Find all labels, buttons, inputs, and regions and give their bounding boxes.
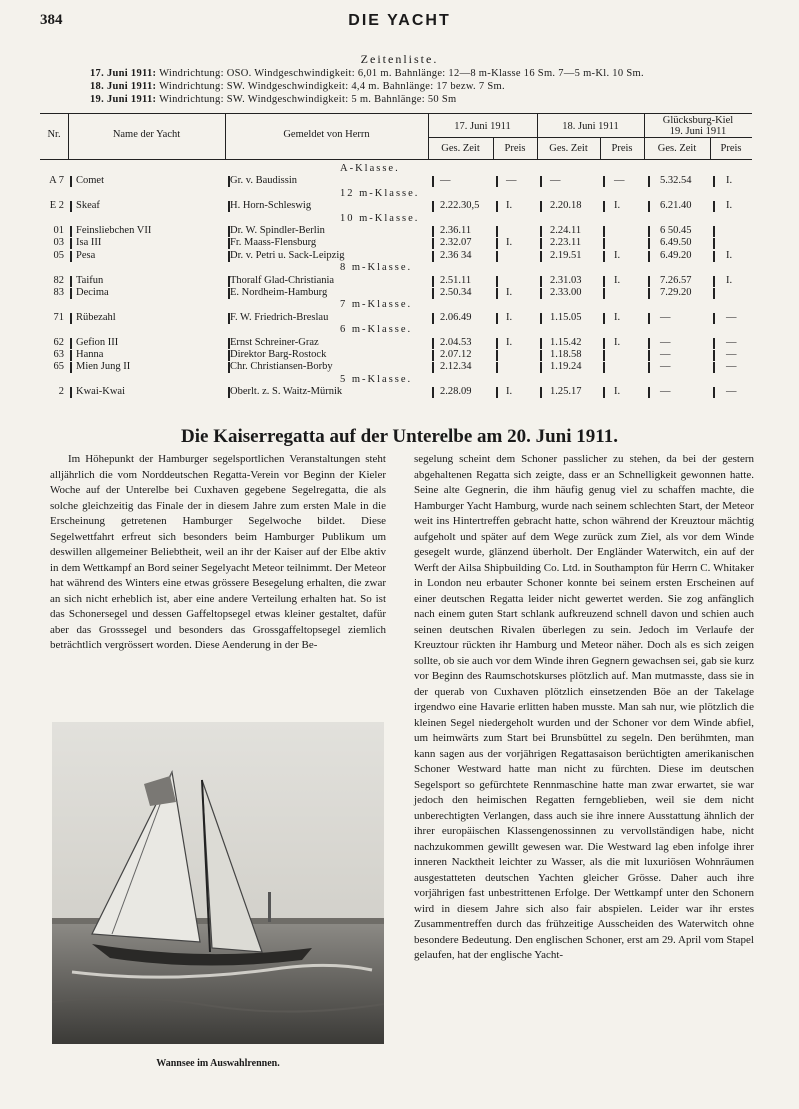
row-divider <box>603 362 605 373</box>
cell-t1: 2.36.11 <box>440 225 472 236</box>
timelist-text: Windrichtung: SW. Windgeschwindigkeit: 4,4 m. Bahnlänge: 17 bezw. 7 Sm. <box>159 81 505 92</box>
cell-name: Pesa <box>76 249 96 261</box>
cell-t2: 2.31.03 <box>550 274 582 286</box>
row-divider <box>496 201 498 212</box>
cell-p3: — <box>726 361 737 373</box>
row-divider <box>432 387 434 398</box>
row-divider <box>496 276 498 287</box>
row-divider <box>432 238 434 249</box>
class-heading: 12 m-Klasse. <box>340 187 420 199</box>
row-divider <box>540 362 542 373</box>
row-divider <box>648 313 650 324</box>
row-divider <box>70 276 72 287</box>
cell-name: Taifun <box>76 274 104 286</box>
row-divider <box>70 362 72 373</box>
row-divider <box>228 276 230 287</box>
row-divider <box>496 251 498 262</box>
cell-nr: 62 <box>53 336 64 348</box>
class-heading: 10 m-Klasse. <box>340 212 420 224</box>
running-title: DIE YACHT <box>348 12 451 29</box>
cell-nr: E 2 <box>49 200 64 212</box>
row-divider <box>70 251 72 262</box>
cell-name: Kwai-Kwai <box>76 386 125 398</box>
row-divider <box>228 176 230 187</box>
timelist-line <box>90 94 457 105</box>
row-divider <box>713 350 715 361</box>
row-divider <box>432 226 434 237</box>
photo-caption: Wannsee im Auswahlrennen. <box>156 1058 280 1069</box>
cell-p3: — <box>726 336 737 348</box>
row-divider <box>70 313 72 324</box>
row-divider <box>648 338 650 349</box>
cell-p3: — <box>726 311 737 323</box>
cell-nr: 01 <box>53 225 64 236</box>
cell-p1: I. <box>506 386 513 398</box>
cell-t3: 5.32.54 <box>660 175 692 187</box>
row-divider <box>603 201 605 212</box>
cell-t1: 2.22.30,5 <box>440 200 480 212</box>
header-preis: Preis <box>720 143 742 154</box>
row-divider <box>496 350 498 361</box>
timelist-date: 18. Juni 1911: <box>90 81 157 92</box>
cell-owner: E. Nordheim-Hamburg <box>230 287 328 298</box>
cell-p1: I. <box>506 200 513 212</box>
timelist-text: Windrichtung: OSO. Windgeschwindigkeit: 6,01 m. Bahnlänge: 12—8 m-Klasse 16 Sm. 7—5 m-Kl. 10 Sm. <box>159 68 644 79</box>
results-table <box>40 113 752 403</box>
row-divider <box>713 362 715 373</box>
class-heading: 5 m-Klasse. <box>340 373 413 385</box>
row-divider <box>432 313 434 324</box>
cell-owner: F. W. Friedrich-Breslau <box>230 311 329 323</box>
row-divider <box>432 362 434 373</box>
timelist-heading: Zeitenliste. <box>360 52 439 66</box>
cell-name: Isa III <box>76 237 102 249</box>
row-divider <box>540 201 542 212</box>
header-owner: Gemeldet von Herrn <box>283 129 370 140</box>
cell-t3: 6.21.40 <box>660 200 692 212</box>
cell-t2: 1.18.58 <box>550 349 582 360</box>
row-divider <box>496 313 498 324</box>
row-divider <box>603 226 605 237</box>
article-paragraph: segelung scheint dem Schoner passlicher zu stehen, da bei der gestern abgehaltenen Regatta sich zeigte, dass er an Schnelligkeit gewonnen hatte. Seine alte Gegnerin, die ihm häufig genug viel zu schaffen machte, die Hamburger Yacht Hamburg, wurde nach seinem schlechten Start, der Meteor weit ins Hintertreffen gebracht hatte, schon während der Kreuztour mächtig aufgeholt und später auf dem Wege zurück zum Ziel, als vor dem Winde gesegelt wurde, glänzend überholt. Der Engländer Waterwitch, ein auf der Werft der Ailsa Shipbuilding Co. Ltd. in Southampton für Herrn C. Whitaker in London neu erbauter Schoner konnte bei seinem ersten Erscheinen auf einer deutschen Regatta leider nicht gewertet werden. Sie zog anfänglich nach einem guten Start schlank aufkreuzend schnell davon und schien auch seinen deutschen Rivalen überlegen zu sein. Jedoch im Verlaufe der Kreuztour rückten ihr Hamburg und Meteor näher. Doch als es sich zeigen sollte, ob sie auch vor dem Winde ihren Gegnern gewachsen sei, gab sie kurz vor Beginn des Raumschotskurses plötzlich auf. Man mutmasste, dass sie in der querab von Cuxhaven plötzlich einsetzenden Böe an der Takelage irgendwo eine Havarie erlitten haben musste. Man sah nur, wie plötzlich die kleinen Segel niedergeholt wurden und der Schoner vor dem Winde abfiel, um heimwärts zum Start bei Brunsbüttel zu segeln. Den berühmten, man kann sagen aus der vorjährigen Regattasaison berüchtigten amerikanischen Schoner Westward hatte man nicht zu fürchten. Diese im deutschen Segelsport so gefürchtete Rennmaschine hatte man zwar erwartet, sie war jedoch den heimischen Regatten ferngeblieben, weil sie dem nicht unberechtigten Verlangen, dass auch sie ihre innere Ausstattung ähnlich der ihrer europäischen Klassengenossinnen zu vervollständigen habe, nicht nachzukommen gewillt gewesen war. Die Westward lag eben infolge ihrer inneren Nacktheit leichter zu Wasser, als die mit luxuriösen Wohnräumen ausgestatteten deutschen Yachten gleicher Grösse. Daher auch ihre vorjährigen fast unbestrittenen Erfolge. Der Wettkampf unter den Schonern wird in diesem Jahre sich also fair abspielen. Leider war ihr erstes Zusammentreffen durch das frühzeitige Ausscheiden des Waterwitch ohne besondere Bedeutung. Den englischen Schoner, erst am 29. April vom Stapel gelaufen, hat der englische Yacht- <box>414 453 754 961</box>
row-divider <box>713 288 715 299</box>
row-divider <box>540 338 542 349</box>
row-divider <box>648 276 650 287</box>
cell-p3: I. <box>726 249 733 261</box>
timelist-text: Windrichtung: SW. Windgeschwindigkeit: 5 m. Bahnlänge: 50 Sm <box>159 94 457 105</box>
row-divider <box>228 387 230 398</box>
class-heading: 7 m-Klasse. <box>340 299 413 311</box>
cell-name: Rübezahl <box>76 311 116 323</box>
cell-nr: 65 <box>53 361 64 373</box>
cell-p1: I. <box>506 287 513 298</box>
row-divider <box>432 176 434 187</box>
row-divider <box>70 201 72 212</box>
cell-owner: Thoralf Glad-Christiania <box>230 274 335 286</box>
header-day3: Glücksburg-Kiel <box>662 115 734 126</box>
row-divider <box>432 350 434 361</box>
row-divider <box>432 288 434 299</box>
row-divider <box>228 350 230 361</box>
row-divider <box>540 350 542 361</box>
row-divider <box>70 338 72 349</box>
cell-p1: — <box>506 175 517 187</box>
row-divider <box>540 176 542 187</box>
cell-t1: 2.50.34 <box>440 287 472 298</box>
row-divider <box>70 350 72 361</box>
row-divider <box>648 201 650 212</box>
cell-nr: 05 <box>53 249 64 261</box>
header-day2: 18. Juni 1911 <box>562 121 619 132</box>
row-divider <box>713 276 715 287</box>
timelist-line <box>90 81 505 92</box>
cell-t1: 2.06.49 <box>440 311 472 323</box>
cell-p2: I. <box>614 336 621 348</box>
cell-nr: 83 <box>53 287 64 298</box>
timelist-line <box>90 68 644 79</box>
cell-p1: I. <box>506 311 513 323</box>
cell-name: Mien Jung II <box>76 361 131 373</box>
row-divider <box>70 238 72 249</box>
row-divider <box>713 201 715 212</box>
row-divider <box>70 176 72 187</box>
row-divider <box>496 288 498 299</box>
cell-t1: 2.32.07 <box>440 237 472 249</box>
cell-owner: Dr. W. Spindler-Berlin <box>230 225 325 236</box>
cell-p2: I. <box>614 200 621 212</box>
row-divider <box>228 238 230 249</box>
cell-t2: 2.19.51 <box>550 249 582 261</box>
row-divider <box>713 313 715 324</box>
cell-p3: — <box>726 386 737 398</box>
row-divider <box>228 362 230 373</box>
row-divider <box>228 313 230 324</box>
table-subheader-rule <box>428 137 752 138</box>
article-column-left <box>50 452 386 654</box>
row-divider <box>496 362 498 373</box>
cell-p3: I. <box>726 274 733 286</box>
header-preis: Preis <box>611 143 633 154</box>
cell-t3: 7.26.57 <box>660 274 692 286</box>
row-divider <box>648 387 650 398</box>
cell-nr: 82 <box>53 274 64 286</box>
cell-p3: — <box>726 349 737 360</box>
header-ges-zeit: Ges. Zeit <box>441 143 480 154</box>
row-divider <box>432 201 434 212</box>
article-column-right <box>414 452 754 964</box>
row-divider <box>540 387 542 398</box>
row-divider <box>228 338 230 349</box>
cell-nr: 71 <box>53 311 64 323</box>
row-divider <box>603 238 605 249</box>
article-paragraph: Im Höhepunkt der Hamburger segelsportlichen Veranstaltungen steht alljährlich die vom Norddeutschen Regatta-Verein vor Beginn der Kieler Woche auf der Unterelbe bei Cuxhaven gegebene Segelregatta, die als solche gleichzeitig das Finale der in diesem Jahre zum ersten Male in die Erscheinung getretenen Hamburger Segelwoche bildet. Diese Segelwettfahrt erfreut sich besonders beim Hamburger Publikum um deswillen allgemeiner Beliebtheit, weil an ihr der Kaiser auf der Elbe aktiv in dem Wettkampf an Bord seiner Segelyacht Meteor teilnimmt. Der Meteor hat während des Winters eine etwas grössere Besegelung erhalten, die zwar an sich nicht erheblich ist, aber eine andere Verteilung erhalten hat. So ist das Schonersegel und dessen Gaffeltopsegel etwas kleiner gestaltet, dafür aber das Grosssegel und besonders das Grossgaffeltopsegel ziemlich beträchtlich vergrössert worden. Diese Aenderung in der Be- <box>50 453 386 651</box>
row-divider <box>648 350 650 361</box>
row-divider <box>713 338 715 349</box>
header-name: Name der Yacht <box>112 129 181 140</box>
row-divider <box>70 387 72 398</box>
row-divider <box>540 288 542 299</box>
row-divider <box>496 238 498 249</box>
table-top-rule <box>40 113 752 114</box>
row-divider <box>603 313 605 324</box>
cell-t1: 2.12.34 <box>440 361 472 373</box>
cell-name: Decima <box>76 287 109 298</box>
cell-t2: 2.20.18 <box>550 200 582 212</box>
row-divider <box>228 288 230 299</box>
cell-name: Gefion III <box>76 336 119 348</box>
cell-name: Hanna <box>76 349 104 360</box>
header-nr: Nr. <box>47 129 61 140</box>
page-number: 384 <box>40 12 63 28</box>
row-divider <box>603 176 605 187</box>
cell-t3: — <box>660 386 671 398</box>
row-divider <box>432 338 434 349</box>
row-divider <box>540 251 542 262</box>
timelist-date: 17. Juni 1911: <box>90 68 157 79</box>
cell-owner: Chr. Christiansen-Borby <box>230 361 333 373</box>
row-divider <box>603 338 605 349</box>
cell-t3: — <box>660 361 671 373</box>
cell-t3: 6.49.50 <box>660 237 692 249</box>
header-ges-zeit: Ges. Zeit <box>657 143 697 154</box>
cell-t2: 2.23.11 <box>550 237 582 249</box>
article-title: Die Kaiserregatta auf der Unterelbe am 20. Juni 1911. <box>181 426 618 447</box>
header-day1: 17. Juni 1911 <box>454 121 511 132</box>
row-divider <box>228 226 230 237</box>
row-divider <box>713 226 715 237</box>
cell-t3: 6.49.20 <box>660 249 692 261</box>
timelist-date: 19. Juni 1911: <box>90 94 157 105</box>
cell-owner: Gr. v. Baudissin <box>230 175 297 187</box>
cell-t2: 1.15.42 <box>550 336 582 348</box>
cell-owner: Dr. v. Petri u. Sack-Leipzig <box>230 249 345 261</box>
row-divider <box>713 251 715 262</box>
row-divider <box>70 226 72 237</box>
row-divider <box>713 176 715 187</box>
table-header-rule <box>40 159 752 160</box>
cell-owner: H. Horn-Schleswig <box>230 200 312 212</box>
cell-t3: 7.29.20 <box>660 287 692 298</box>
cell-name: Skeaf <box>76 200 100 212</box>
row-divider <box>496 387 498 398</box>
row-divider <box>648 362 650 373</box>
row-divider <box>496 338 498 349</box>
cell-t1: 2.04.53 <box>440 336 472 348</box>
cell-p3: I. <box>726 200 733 212</box>
row-divider <box>228 251 230 262</box>
row-divider <box>648 288 650 299</box>
cell-t1: 2.28.09 <box>440 386 472 398</box>
cell-owner: Fr. Maass-Flensburg <box>230 237 317 249</box>
cell-t3: — <box>660 349 671 360</box>
row-divider <box>70 288 72 299</box>
cell-nr: 2 <box>58 386 64 398</box>
header-ges-zeit: Ges. Zeit <box>549 143 588 154</box>
cell-name: Feinsliebchen VII <box>76 225 152 236</box>
cell-nr: 63 <box>53 349 64 360</box>
class-heading: 6 m-Klasse. <box>340 324 413 336</box>
row-divider <box>540 313 542 324</box>
cell-t1: 2.36 34 <box>440 249 472 261</box>
row-divider <box>648 226 650 237</box>
cell-t1: 2.07.12 <box>440 349 472 360</box>
cell-t3: — <box>660 311 671 323</box>
cell-owner: Direktor Barg-Rostock <box>230 349 327 360</box>
row-divider <box>432 276 434 287</box>
cell-t2: 2.24.11 <box>550 225 582 236</box>
cell-t2: 1.19.24 <box>550 361 582 373</box>
cell-p1: I. <box>506 336 513 348</box>
row-divider <box>540 238 542 249</box>
class-heading: 8 m-Klasse. <box>340 262 413 274</box>
row-divider <box>648 251 650 262</box>
cell-p2: I. <box>614 249 621 261</box>
cell-p2: I. <box>614 386 621 398</box>
row-divider <box>496 176 498 187</box>
row-divider <box>713 238 715 249</box>
row-divider <box>713 387 715 398</box>
header-preis: Preis <box>504 143 526 154</box>
cell-p1: I. <box>506 237 513 249</box>
class-heading: A-Klasse. <box>340 163 400 174</box>
row-divider <box>648 238 650 249</box>
row-divider <box>603 251 605 262</box>
row-divider <box>540 276 542 287</box>
sailboat-photo <box>52 722 384 1044</box>
row-divider <box>603 288 605 299</box>
cell-p2: — <box>614 175 625 187</box>
cell-name: Comet <box>76 175 104 187</box>
cell-t3: — <box>660 336 671 348</box>
row-divider <box>603 387 605 398</box>
row-divider <box>603 350 605 361</box>
row-divider <box>432 251 434 262</box>
row-divider <box>540 226 542 237</box>
sailboat-illustration <box>52 722 384 1044</box>
cell-t1: 2.51.11 <box>440 274 472 286</box>
row-divider <box>496 226 498 237</box>
header-day3-date: 19. Juni 1911 <box>669 126 727 137</box>
cell-t1: — <box>440 175 451 187</box>
cell-t2: 1.25.17 <box>550 386 582 398</box>
cell-t2: — <box>550 175 561 187</box>
cell-t2: 2.33.00 <box>550 287 582 298</box>
cell-p2: I. <box>614 311 621 323</box>
cell-nr: A 7 <box>49 175 64 187</box>
cell-t2: 1.15.05 <box>550 311 582 323</box>
row-divider <box>228 201 230 212</box>
cell-owner: Oberlt. z. S. Waitz-Mürnik <box>230 386 343 398</box>
row-divider <box>603 276 605 287</box>
cell-owner: Ernst Schreiner-Graz <box>230 336 319 348</box>
row-divider <box>648 176 650 187</box>
cell-p3: I. <box>726 175 733 187</box>
cell-nr: 03 <box>53 237 64 249</box>
cell-t3: 6 50.45 <box>660 225 692 236</box>
cell-p2: I. <box>614 274 621 286</box>
